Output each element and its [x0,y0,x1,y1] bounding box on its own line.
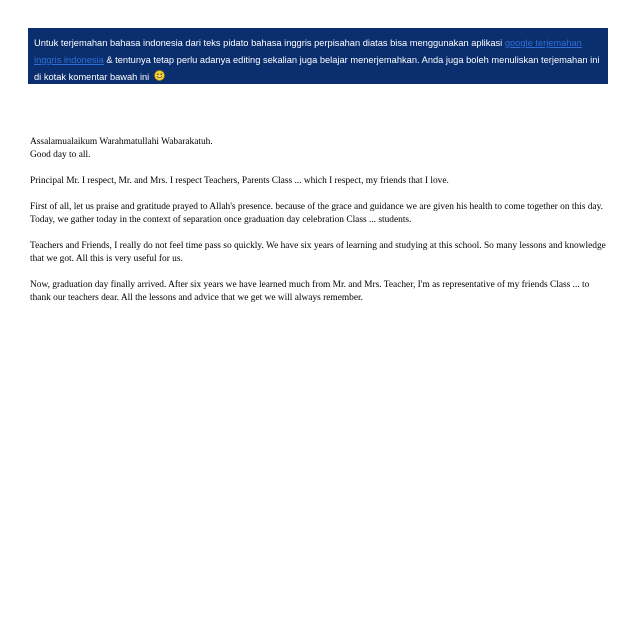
speech-paragraph: First of all, let us praise and gratitude prayed to Allah's presence. because of the grace and guidance we are given his health to come together on this day. Today, we gather today in the context of separation once graduation day celebration Class ... students. [30,202,604,225]
speech-paragraph: Teachers and Friends, I really do not feel time pass so quickly. We have six years of learning and studying at this school. So many lessons and knowledge that we got. All this is very useful for us. [30,241,606,264]
google-translate-link[interactable]: google terjemahan inggris indonesia [34,38,582,65]
speech-opening [30,136,610,162]
translation-notice [28,28,608,84]
smiley-icon [154,70,165,81]
speech-text [30,136,610,318]
speech-paragraph: Now, graduation day finally arrived. After six years we have learned much from Mr. and Mrs. Teacher, I'm as representative of my friends Class ... to thank our teachers dear. All the lessons and advice that we get we will always remember. [30,280,590,303]
salutation: Good day to all. [30,150,91,160]
speech-paragraph: Principal Mr. I respect, Mr. and Mrs. I respect Teachers, Parents Class ... which I respect, my friends that I love. [30,176,449,186]
greeting: Assalamualaikum Warahmatullahi Wabarakatuh. [30,137,213,147]
notice-text-rest: & tentunya tetap perlu adanya editing sekalian juga belajar menerjemahkan. Anda juga boleh menuliskan terjemahan ini di kotak komentar bawah ini [34,55,600,82]
notice-text-intro: Untuk terjemahan bahasa indonesia dari teks pidato bahasa inggris perpisahan diatas bisa menggunakan aplikasi [34,38,505,48]
